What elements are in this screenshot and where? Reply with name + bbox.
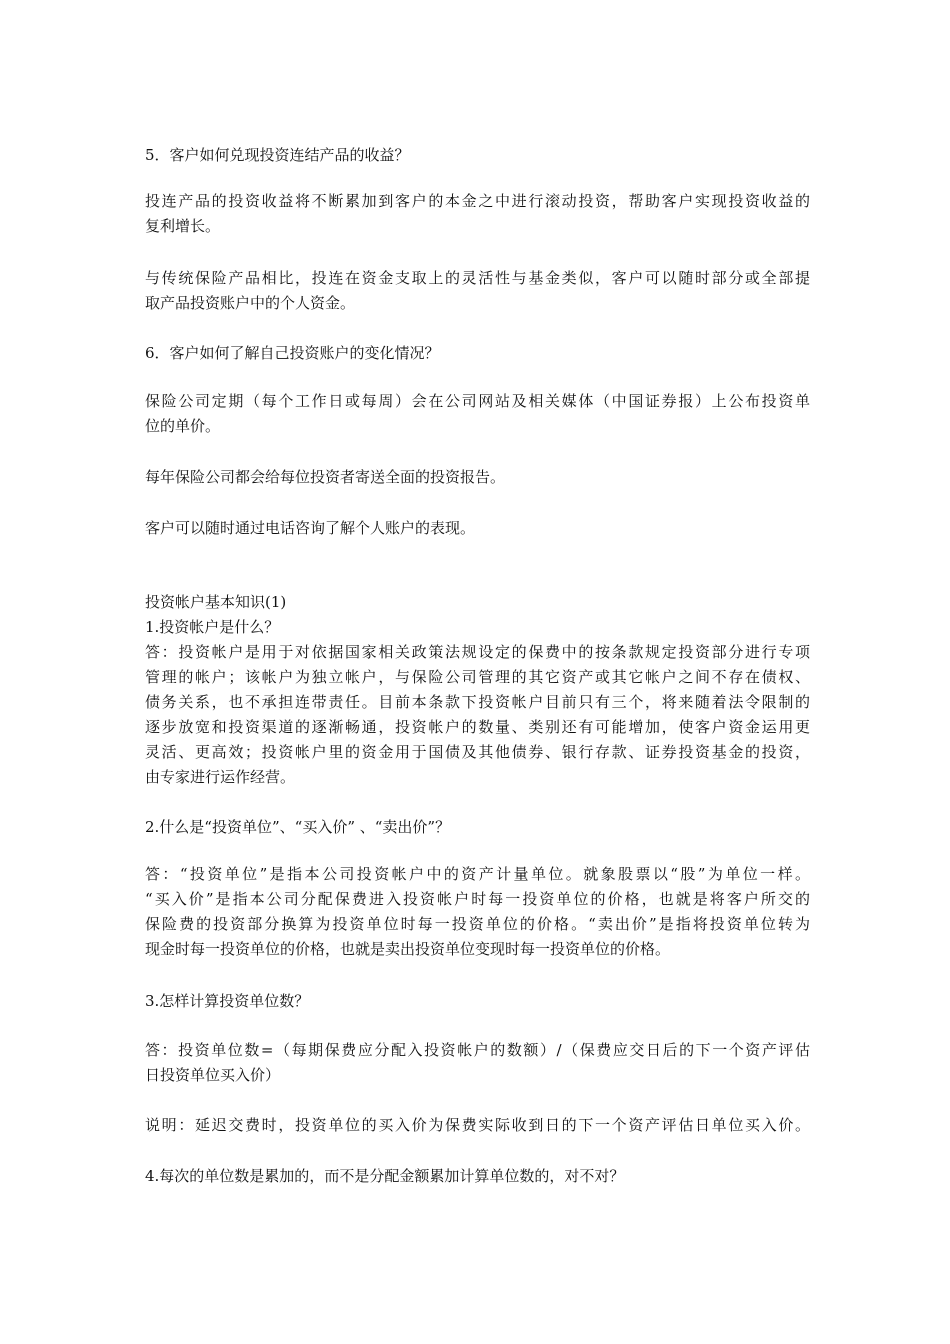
text-line: 答：“投资单位”是指本公司投资帐户中的资产计量单位。就象股票以“股”为单位一样。	[145, 865, 810, 883]
text-line: 管理的帐户；该帐户为独立帐户，与保险公司管理的其它资产或其它帐户之间不存在债权、	[145, 668, 810, 686]
q5-paragraph-1	[145, 189, 810, 239]
answer-3	[145, 1038, 810, 1088]
text-line: 与传统保险产品相比，投连在资金支取上的灵活性与基金类似，客户可以随时部分或全部提	[145, 269, 810, 287]
text-line: 现金时每一投资单位的价格，也就是卖出投资单位变现时每一投资单位的价格。	[145, 940, 671, 958]
text-line: 灵活、更高效；投资帐户里的资金用于国债及其他债券、银行存款、证券投资基金的投资，	[145, 743, 810, 761]
text-line: 债务关系，也不承担连带责任。目前本条款下投资帐户目前只有三个，将来随着法令限制的	[145, 693, 810, 711]
q6-heading	[145, 341, 810, 366]
text-line: 答：投资单位数=（每期保费应分配入投资帐户的数额）/（保费应交日后的下一个资产评估	[145, 1041, 810, 1059]
text-line: 保险公司定期（每个工作日或每周）会在公司网站及相关媒体（中国证券报）上公布投资单	[145, 392, 810, 410]
q6-paragraph-1	[145, 389, 810, 439]
text-line: 说明：延迟交费时，投资单位的买入价为保费实际收到日的下一个资产评估日单位买入价。	[145, 1116, 810, 1134]
text-line: 每年保险公司都会给每位投资者寄送全面的投资报告。	[145, 468, 506, 486]
q2-heading	[145, 815, 810, 840]
q5-paragraph-2	[145, 266, 810, 316]
text-line: 保险费的投资部分换算为投资单位时每一投资单位的价格。“卖出价”是指将投资单位转为	[145, 915, 810, 933]
text-line: 客户可以随时通过电话咨询了解个人账户的表现。	[145, 519, 476, 537]
section-title: 投资帐户基本知识(1)	[145, 593, 287, 611]
q5-heading	[145, 143, 810, 168]
text-line: 投连产品的投资收益将不断累加到客户的本金之中进行滚动投资，帮助客户实现投资收益的	[145, 192, 810, 210]
basics-section	[145, 590, 810, 790]
q6-question: 6．客户如何了解自己投资账户的变化情况？	[145, 344, 440, 362]
text-line: 逐步放宽和投资渠道的逐渐畅通，投资帐户的数量、类别还有可能增加，使客户资金运用更	[145, 718, 810, 736]
text-line: 答：投资帐户是用于对依据国家相关政策法规设定的保费中的按条款规定投资部分进行专项	[145, 643, 810, 661]
text-line: 复利增长。	[145, 217, 221, 235]
text-line: 日投资单位买入价）	[145, 1066, 281, 1084]
text-line: 由专家进行运作经营。	[145, 768, 296, 786]
note-paragraph	[145, 1113, 810, 1138]
question-4: 4.每次的单位数是累加的，而不是分配金额累加计算单位数的，对不对？	[145, 1167, 625, 1185]
answer-2	[145, 862, 810, 962]
q6-paragraph-3	[145, 516, 810, 541]
text-line: “买入价”是指本公司分配保费进入投资帐户时每一投资单位的价格，也就是将客户所交的	[145, 890, 810, 908]
question-1: 1.投资帐户是什么？	[145, 618, 280, 636]
text-line: 位的单价。	[145, 417, 221, 435]
question-3: 3.怎样计算投资单位数？	[145, 992, 310, 1010]
q4-heading	[145, 1164, 810, 1189]
q3-heading	[145, 989, 810, 1014]
question-2: 2.什么是“投资单位”、“买入价” 、“卖出价”？	[145, 818, 451, 836]
q5-question: 5．客户如何兑现投资连结产品的收益？	[145, 146, 410, 164]
text-line: 取产品投资账户中的个人资金。	[145, 294, 356, 312]
q6-paragraph-2	[145, 465, 810, 490]
